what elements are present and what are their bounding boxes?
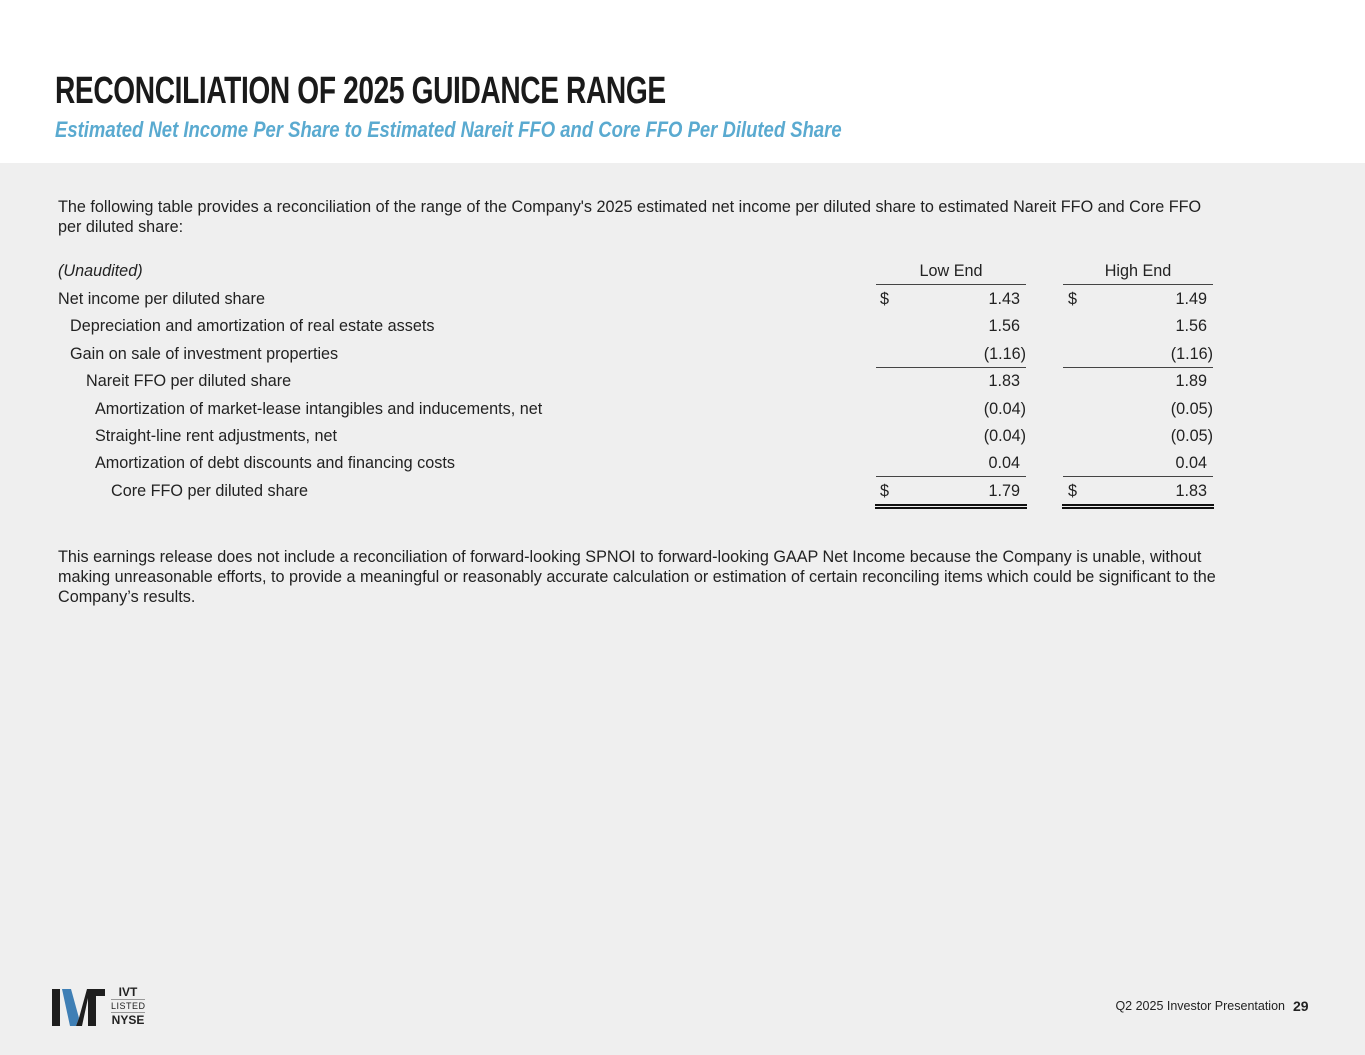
- low-value: (0.04): [983, 399, 1026, 418]
- low-value: (1.16): [983, 344, 1026, 363]
- low-value: 1.43: [988, 290, 1020, 308]
- table-row: [0, 454, 1365, 481]
- ivt-logo: [52, 988, 106, 1033]
- page-subtitle: Estimated Net Income Per Share to Estimated Nareit FFO and Core FFO Per Diluted Share: [55, 117, 842, 142]
- row-label: Amortization of debt discounts and financing costs: [95, 454, 455, 473]
- logo-exchange: NYSE: [111, 1013, 145, 1027]
- high-currency: $: [1068, 290, 1078, 308]
- subtotal-line: [1063, 476, 1213, 477]
- high-value: 1.56: [1175, 317, 1207, 336]
- table-row: [0, 317, 1365, 344]
- row-label: Straight-line rent adjustments, net: [95, 427, 338, 445]
- ivt-logo-mark-icon: [52, 988, 106, 1028]
- logo-text: [111, 985, 145, 1027]
- note-text: This earnings release does not include a reconciliation of forward-looking SPNOI to forward-looking GAAP Net Income because the Company is unable, without making unreasonable efforts, to provide a meaningful or reasonably accurate calculation or estimation of certain reconciling items which could be significant to the Company’s results.: [58, 548, 1216, 606]
- page-number: 29: [1293, 998, 1309, 1014]
- table-row: [0, 427, 1365, 454]
- presentation-name: Q2 2025 Investor Presentation: [1115, 999, 1285, 1013]
- low-value: (0.04): [983, 427, 1026, 445]
- unaudited-label: (Unaudited): [58, 262, 143, 280]
- high-currency: $: [1068, 481, 1078, 500]
- high-value: 1.49: [1175, 290, 1207, 308]
- low-value: 1.79: [988, 481, 1020, 500]
- high-value: (1.16): [1170, 344, 1213, 363]
- logo-ticker: IVT: [118, 985, 138, 999]
- table-row: [0, 372, 1365, 399]
- total-double-underline: [875, 504, 1027, 509]
- logo-listed: LISTED: [111, 1001, 146, 1011]
- page-title: RECONCILIATION OF 2025 GUIDANCE RANGE: [55, 70, 666, 112]
- high-value: 1.89: [1175, 372, 1207, 391]
- low-currency: $: [880, 290, 890, 308]
- high-value: 1.83: [1175, 481, 1207, 500]
- subtotal-line: [1063, 367, 1213, 368]
- low-value: 0.04: [988, 454, 1020, 473]
- row-label: Core FFO per diluted share: [111, 481, 309, 500]
- row-label: Depreciation and amortization of real estate assets: [70, 317, 435, 336]
- header: [0, 0, 1365, 163]
- row-label: Nareit FFO per diluted share: [86, 372, 292, 391]
- row-label: Gain on sale of investment properties: [70, 344, 339, 363]
- subtotal-line: [876, 476, 1026, 477]
- table-row: [0, 290, 1365, 317]
- subtotal-line: [876, 367, 1026, 368]
- header-underline: [1063, 284, 1213, 285]
- high-value: (0.05): [1170, 399, 1213, 418]
- row-label: Amortization of market-lease intangibles and inducements, net: [95, 399, 543, 418]
- low-value: 1.56: [988, 317, 1020, 336]
- intro-text: The following table provides a reconciliation of the range of the Company's 2025 estimated net income per diluted share to estimated Nareit FFO and Core FFO per diluted share:: [58, 198, 1202, 236]
- high-value: (0.05): [1170, 427, 1213, 445]
- low-value: 1.83: [988, 372, 1020, 391]
- low-currency: $: [880, 481, 890, 500]
- table-row: [0, 400, 1365, 427]
- header-underline: [876, 284, 1026, 285]
- row-label: Net income per diluted share: [58, 290, 265, 308]
- total-double-underline: [1062, 504, 1214, 509]
- column-high-end: High End: [1104, 262, 1172, 280]
- column-low-end: Low End: [919, 262, 983, 280]
- high-value: 0.04: [1175, 454, 1207, 473]
